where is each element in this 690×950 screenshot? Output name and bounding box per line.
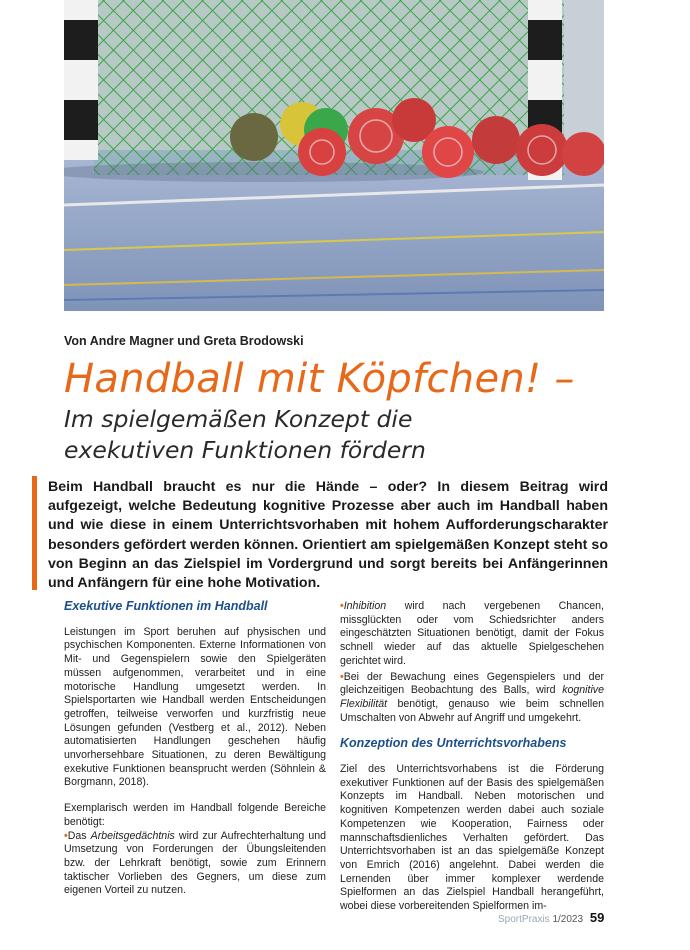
- paragraph: Ziel des Unterrichtsvorhabens ist die Förderung exekutiver Funktionen auf der Basis des spielgemäßen Konzepts im Handball. Neben motorischen und kognitiven Kompetenzen werden dabei auch soziale Kompetenzen wie Kooperation, Fairness oder mannschaftsdienliches Verhalten gefördert. Das Unterrichtsvorhaben ist an das spielgemäße Konzept von Emrich (2016) angelehnt. Dabei werden die Lernenden über immer komplexer werdende Spielformen an das Zielspiel Handball herangeführt, wobei diese vorbereitenden Spielformen im-: [340, 763, 604, 913]
- hero-photo: [64, 0, 604, 311]
- bullet-dot-icon: •: [64, 829, 68, 842]
- bullet-arbeitsgedaechtnis: •Das Arbeitsgedächtnis wird zur Aufrechterhaltung und Umsetzung von Forderungen der Übungsleitenden bzw. der Lehrkraft benötigt, sowie zum Erinnern taktischer Vorlieben des Gegners, um diese zum eigenen Vorteil zu nutzen.: [64, 829, 326, 897]
- right-column: [340, 600, 604, 926]
- journal-name: SportPraxis: [498, 914, 550, 925]
- article-subtitle: [64, 404, 426, 466]
- bullet-dot-icon: •: [340, 600, 344, 612]
- subtitle-line-1: Im spielgemäßen Konzept die: [64, 405, 413, 433]
- lead-paragraph: Beim Handball braucht es nur die Hände – oder? In diesem Beitrag wird aufgezeigt, welche Bedeutung kognitive Prozesse aber auch im Handball haben und wie diese in einem Unterrichtsvorhaben mit hohem Aufforderungscharakter besonders gefördert werden können. Orientiert am spielgemäßen Konzept steht so von Beginn an das Zielspiel im Vordergrund und sorgt bereits bei Anfängerinnen und Anfängern für eine hohe Motivation.: [48, 479, 608, 592]
- author-byline: Von Andre Magner und Greta Brodowski: [64, 334, 304, 348]
- left-column: [64, 600, 326, 900]
- page-footer: [498, 910, 604, 925]
- bullet-inhibition: •Inhibition wird nach vergebenen Chancen, missglückten oder vom Schiedsrichter anders eingeschätzten Situationen benötigt, damit der Fokus schnell wieder auf das aktuelle Spielgeschehen gerichtet wird.: [340, 600, 604, 667]
- article-title: Handball mit Köpfchen! –: [64, 356, 575, 402]
- paragraph: Leistungen im Sport beruhen auf physischen und psychischen Komponenten. Externe Informationen von Mit- und Gegenspielern sowie den Spielgeräten müssen aufgenommen, verarbeitet und in eine motorische Handlung umgesetzt werden. In Spielsportarten wie Handball werden Entscheidungen getroffen, teilweise verworfen und kurzfristig neue Lösungen gefunden (Vestberg et al., 2012). Neben automatisierten Handlungen geschehen häufig unvorhersehbare Situationen, zu deren Bewältigung exekutive Funktionen beansprucht werden (Söhnlein & Borgmann, 2018).: [64, 625, 326, 789]
- bullet-kognitive-flexibilitaet: •Bei der Bewachung eines Gegenspielers und der gleichzeitigen Beobachtung des Balls, wird kognitive Flexibilität benötigt, genauso wie beim schnellen Umschalten von Abwehr auf Angriff und umgekehrt.: [340, 670, 604, 724]
- bullet-dot-icon: •: [340, 670, 344, 683]
- page-number: 59: [589, 910, 605, 925]
- lead-accent-bar: [32, 476, 37, 590]
- subtitle-line-2: exekutiven Funktionen fördern: [64, 436, 426, 464]
- issue-number: 1/2023: [552, 914, 584, 925]
- paragraph: Exemplarisch werden im Handball folgende Bereiche benötigt:: [64, 802, 326, 828]
- section-heading-exekutive-funktionen: Exekutive Funktionen im Handball: [64, 599, 268, 613]
- section-heading-konzeption: Konzeption des Unterrichtsvorhabens: [340, 736, 567, 751]
- handball-goal-illustration: [64, 0, 604, 311]
